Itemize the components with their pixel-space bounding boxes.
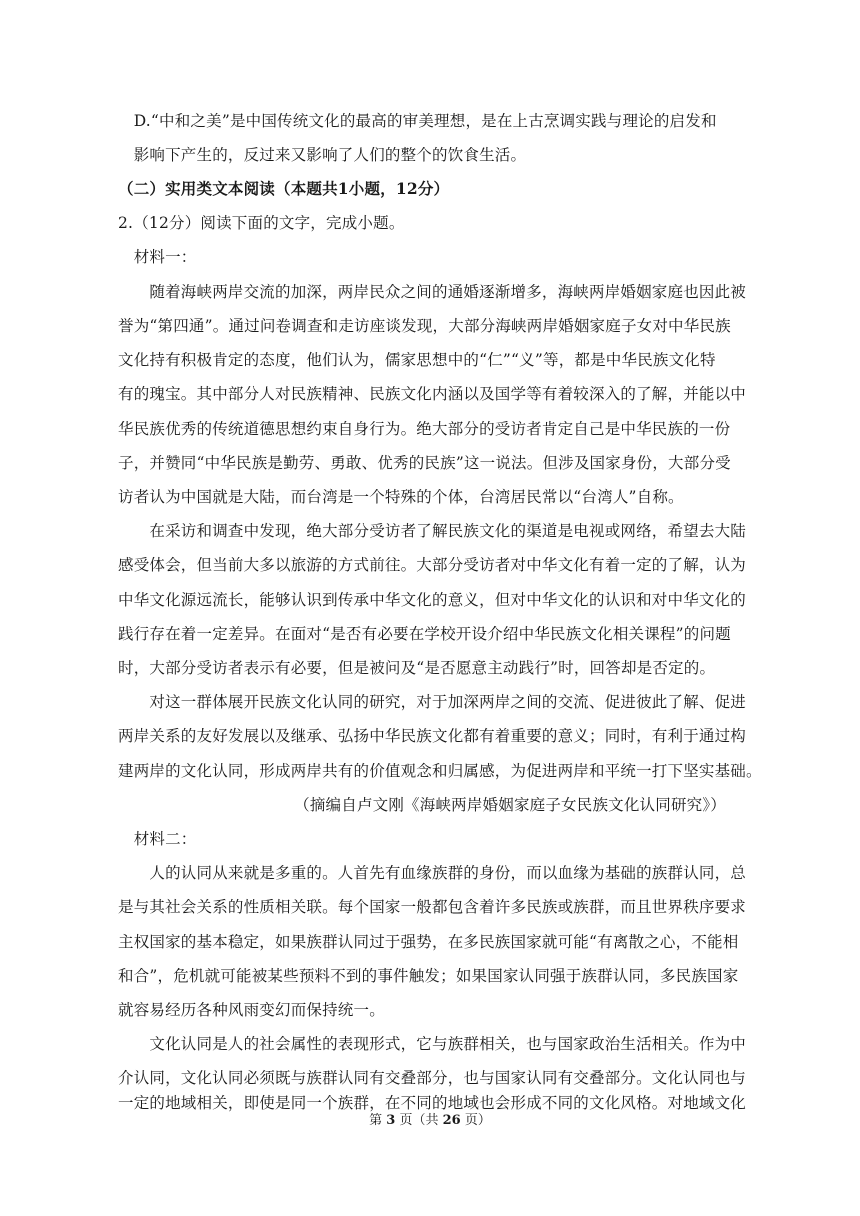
page-total: 26 bbox=[442, 1113, 461, 1128]
paragraph-line: D.“中和之美”是中国传统文化的最高的审美理想，是在上古烹调实践与理论的启发和 bbox=[118, 112, 717, 130]
paragraph-line: 中华文化源远流长，能够认识到传承中华文化的意义，但对中华文化的认识和对中华文化的 bbox=[118, 591, 747, 609]
footer-middle: 页（共 bbox=[395, 1113, 443, 1128]
paragraph-line: 子，并赞同“中华民族是勤劳、勇敢、优秀的民族”这一说法。但涉及国家身份，大部分受 bbox=[118, 454, 731, 472]
paragraph-line: 感受体会，但当前大多以旅游的方式前往。大部分受访者对中华文化有着一定的了解，认为 bbox=[118, 556, 747, 574]
paragraph-line: 文化持有积极肯定的态度，他们认为，儒家思想中的“仁”“义”等，都是中华民族文化特 bbox=[118, 351, 716, 369]
paragraph-line: 有的瑰宝。其中部分人对民族精神、民族文化内涵以及国学等有着较深入的了解，并能以中 bbox=[118, 385, 747, 403]
paragraph-line: 和合”，危机就可能被某些预料不到的事件触发；如果国家认同强于族群认同，多民族国家 bbox=[118, 967, 739, 985]
paragraph-line: 随着海峡两岸交流的加深，两岸民众之间的通婚逐渐增多，海峡两岸婚姻家庭也因此被 bbox=[118, 283, 747, 301]
paragraph-line: 在采访和调查中发现，绝大部分受访者了解民族文化的渠道是电视或网络，希望去大陆 bbox=[118, 522, 747, 540]
paragraph-line: 文化认同是人的社会属性的表现形式，它与族群相关，也与国家政治生活相关。作为中 bbox=[118, 1035, 747, 1053]
paragraph-line: 誉为“第四通”。通过问卷调查和走访座谈发现，大部分海峡两岸婚姻家庭子女对中华民族 bbox=[118, 317, 731, 335]
paragraph-line: 影响下产生的，反过来又影响了人们的整个的饮食生活。 bbox=[118, 146, 527, 164]
paragraph-line: 访者认为中国就是大陆，而台湾是一个特殊的个体，台湾居民常以“台湾人”自称。 bbox=[118, 488, 684, 506]
paragraph-line: 两岸关系的友好发展以及继承、弘扬中华民族文化都有着重要的意义；同时，有利于通过构 bbox=[118, 727, 747, 745]
paragraph-line: 华民族优秀的传统道德思想约束自身行为。绝大部分的受访者肯定自己是中华民族的一份 bbox=[118, 420, 731, 438]
material-label: 材料一： bbox=[118, 248, 197, 266]
paragraph-line: 介认同，文化认同必须既与族群认同有交叠部分，也与国家认同有交叠部分。文化认同也与 bbox=[118, 1069, 747, 1087]
paragraph-line: 践行存在着一定差异。在面对“是否有必要在学校开设介绍中华民族文化相关课程”的问题 bbox=[118, 625, 731, 643]
paragraph-line: 一定的地域相关，即使是同一个族群，在不同的地域也会形成不同的文化风格。对地域文化 bbox=[118, 1094, 747, 1112]
source-citation: （摘编自卢文刚《海峡两岸婚姻家庭子女民族文化认同研究》） bbox=[294, 796, 726, 814]
footer-suffix: 页） bbox=[460, 1113, 491, 1128]
question-heading: 2.（12分）阅读下面的文字，完成小题。 bbox=[118, 214, 405, 232]
paragraph-line: 就容易经历各种风雨变幻而保持统一。 bbox=[118, 1001, 385, 1019]
page-number: 3 bbox=[386, 1113, 396, 1128]
material-label: 材料二： bbox=[118, 830, 197, 848]
page-footer bbox=[0, 1113, 860, 1129]
paragraph-line: 时，大部分受访者表示有必要，但是被问及“是否愿意主动践行”时，回答却是否定的。 bbox=[118, 659, 716, 677]
paragraph-line: 主权国家的基本稳定，如果族群认同过于强势，在多民族国家就可能“有离散之心，不能相 bbox=[118, 933, 739, 951]
paragraph-line: 人的认同从来就是多重的。人首先有血缘族群的身份，而以血缘为基础的族群认同，总 bbox=[118, 864, 747, 882]
footer-prefix: 第 bbox=[369, 1113, 387, 1128]
paragraph-line: 是与其社会关系的性质相关联。每个国家一般都包含着许多民族或族群，而且世界秩序要求 bbox=[118, 898, 747, 916]
paragraph-line: 建两岸的文化认同，形成两岸共有的价值观念和归属感，为促进两岸和平统一打下坚实基础。 bbox=[118, 762, 762, 780]
section-heading: （二）实用类文本阅读（本题共1小题，12分） bbox=[118, 179, 450, 198]
paragraph-line: 对这一群体展开民族文化认同的研究，对于加深两岸之间的交流、促进彼此了解、促进 bbox=[118, 693, 747, 711]
